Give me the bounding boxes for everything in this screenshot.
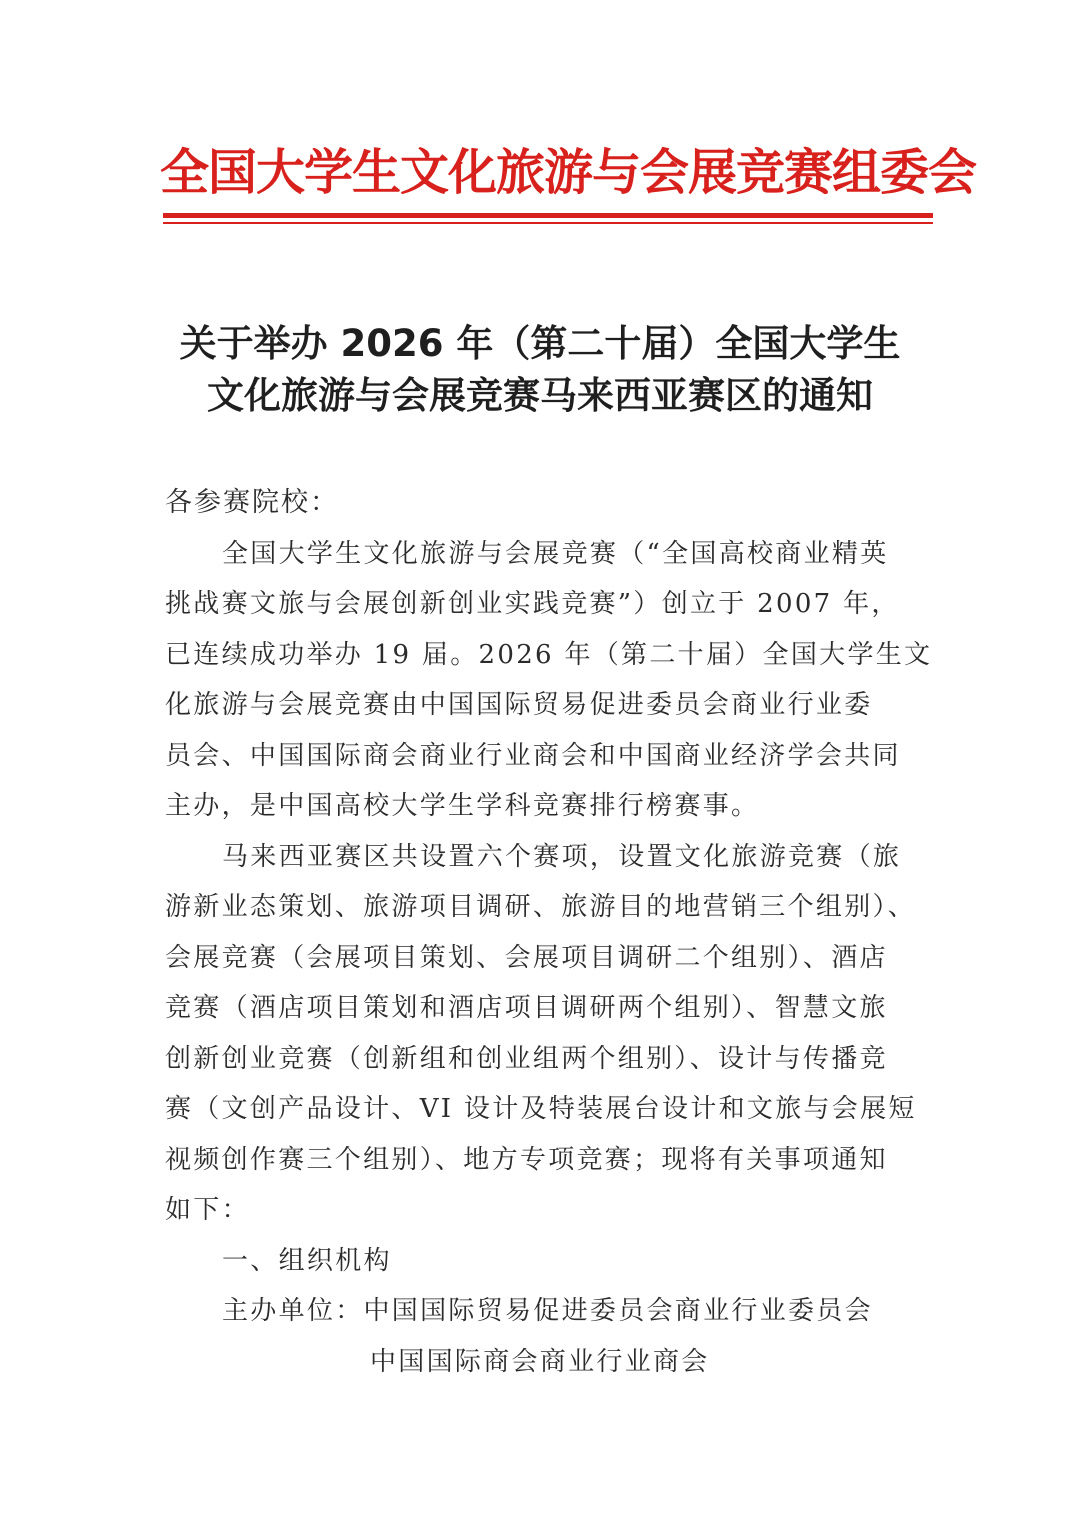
- letterhead-rule-thick: [163, 213, 933, 218]
- paragraph-2-line: 游新业态策划、旅游项目调研、旅游目的地营销三个组别）、: [165, 892, 917, 922]
- section-1-heading: 一、组织机构: [222, 1245, 392, 1276]
- letterhead-org-name: 全国大学生文化旅游与会展竞赛组委会: [160, 144, 977, 201]
- document-title-line-1: 关于举办 2026 年（第二十届）全国大学生: [179, 322, 901, 365]
- paragraph-1-line: 挑战赛文旅与会展创新创业实践竞赛”）创立于 2007 年，: [165, 589, 900, 619]
- salutation: 各参赛院校：: [165, 487, 339, 518]
- paragraph-1-line: 化旅游与会展竞赛由中国国际贸易促进委员会商业行业委: [165, 690, 873, 720]
- paragraph-2-line: 会展竞赛（会展项目策划、会展项目调研二个组别）、酒店: [165, 942, 888, 973]
- paragraph-1-line: 主办，是中国高校大学生学科竞赛排行榜赛事。: [165, 791, 760, 821]
- paragraph-2-line: 视频创作赛三个组别）、地方专项竞赛；现将有关事项通知: [165, 1144, 888, 1175]
- letterhead-rule-thin: [163, 222, 933, 224]
- paragraph-2-line: 竞赛（酒店项目策划和酒店项目调研两个组别）、智慧文旅: [165, 993, 888, 1023]
- paragraph-2-line: 如下：: [165, 1195, 250, 1225]
- paragraph-1-line: 全国大学生文化旅游与会展竞赛（“全国高校商业精英: [222, 538, 889, 569]
- paragraph-1-line: 已连续成功举办 19 届。2026 年（第二十届）全国大学生文: [165, 639, 933, 670]
- document-title: [140, 318, 940, 422]
- organizer-line-1: 主办单位：中国国际贸易促进委员会商业行业委员会: [222, 1296, 873, 1326]
- paragraph-2-line: 赛（文创产品设计、VI 设计及特装展台设计和文旅与会展短: [165, 1094, 917, 1124]
- paragraph-2-line: 马来西亚赛区共设置六个赛项，设置文化旅游竞赛（旅: [222, 841, 902, 872]
- paragraph-2-line: 创新创业竞赛（创新组和创业组两个组别）、设计与传播竞: [165, 1043, 888, 1074]
- document-title-line-2: 文化旅游与会展竞赛马来西亚赛区的通知: [207, 374, 873, 417]
- document-body: [165, 529, 933, 1388]
- organizer-line-2: 中国国际商会商业行业商会: [370, 1346, 710, 1377]
- paragraph-1-line: 员会、中国国际商会商业行业商会和中国商业经济学会共同: [165, 740, 901, 771]
